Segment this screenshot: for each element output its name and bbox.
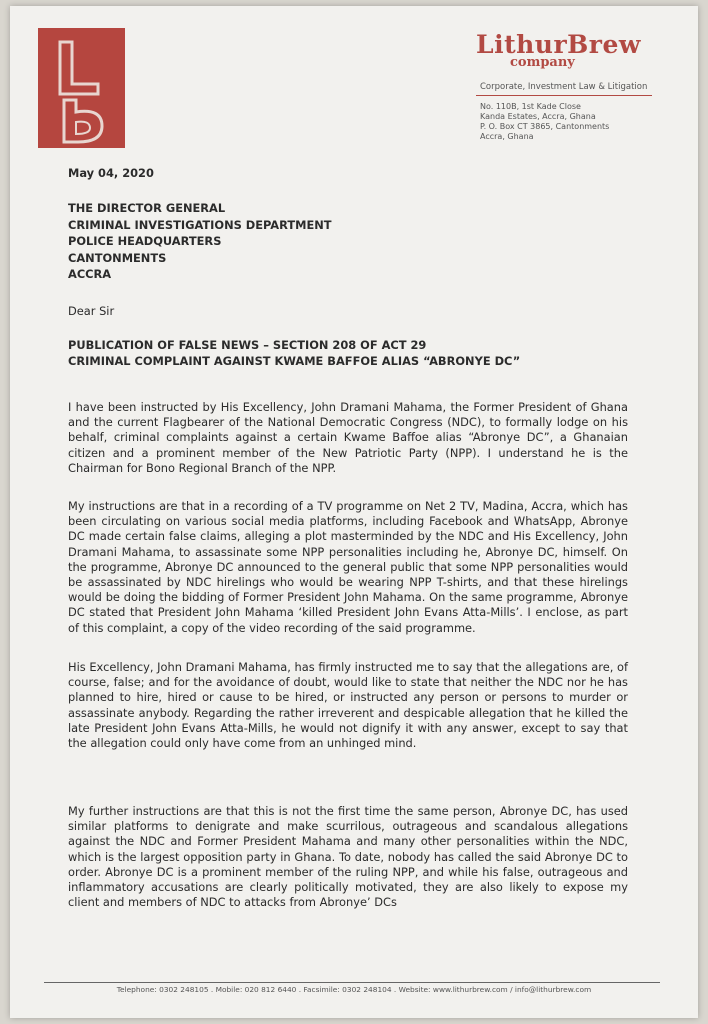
recipient-line: CRIMINAL INVESTIGATIONS DEPARTMENT <box>68 217 332 232</box>
recipient-block <box>68 200 628 283</box>
address-line: No. 110B, 1st Kade Close <box>480 102 581 111</box>
firm-address <box>480 102 686 142</box>
footer-contact: Telephone: 0302 248105 . Mobile: 020 812 6440 . Facsimile: 0302 248104 . Website: www.lithurbrew.com / info@lithurbrew.com <box>116 985 592 994</box>
lb-monogram-icon <box>38 28 125 148</box>
subject-line: PUBLICATION OF FALSE NEWS – SECTION 208 OF ACT 29 <box>68 338 427 352</box>
letterhead-divider <box>476 95 652 96</box>
recipient-line: THE DIRECTOR GENERAL <box>68 201 226 215</box>
subject-line: CRIMINAL COMPLAINT AGAINST KWAME BAFFOE ALIAS “ABRONYE DC” <box>68 354 521 368</box>
paragraph: I have been instructed by His Excellency, John Dramani Mahama, the Former President of Ghana and the current Flagbearer of the National Democratic Congress (NDC), to formally lodge on his behalf, criminal complaints against a certain Kwame Baffoe alias “Abronye DC”, a Ghanaian citizen and a prominent member of the New Patriotic Party (NPP). I understand he is the Chairman for Bono Regional Branch of the NPP. <box>68 400 628 475</box>
salutation: Dear Sir <box>68 304 115 318</box>
letterhead <box>476 30 686 142</box>
letter-page <box>10 6 698 1018</box>
address-line: Kanda Estates, Accra, Ghana <box>480 112 596 121</box>
paragraph: His Excellency, John Dramani Mahama, has firmly instructed me to say that the allegations are, of course, false; and for the avoidance of doubt, would like to state that neither the NDC nor he has planned to hire, hired or cause to be hired, or instructed any person or persons to murder or assassinate anybody. Regarding the rather irreverent and despicable allegation that he killed the late President John Evans Atta-Mills, he would not dignify it with any answer, except to say that the allegation could only have come from an unhinged mind. <box>68 660 628 751</box>
recipient-line: CANTONMENTS <box>68 250 167 265</box>
footer-divider <box>44 982 660 983</box>
address-line: P. O. Box CT 3865, Cantonments <box>480 122 610 131</box>
brand-name: LithurBrew <box>476 30 641 59</box>
paragraph: My further instructions are that this is not the first time the same person, Abronye DC, has used similar platforms to denigrate and make scurrilous, outrageous and scandalous allegations against the NDC and Former President Mahama and many other personalities within the NDC, which is the largest opposition party in Ghana. To date, nobody has called the said Abronye DC to order. Abronye DC is a prominent member of the ruling NPP, and while his false, outrageous and inflammatory accusations are clearly politically motivated, they are also likely to expose my client and members of NDC to attacks from Abronye’ DCs <box>68 804 628 910</box>
brand-sub: company <box>510 55 575 70</box>
address-line: Accra, Ghana <box>480 132 534 141</box>
subject-block <box>68 337 628 369</box>
letter-date: May 04, 2020 <box>68 166 154 180</box>
brand-tagline: Corporate, Investment Law & Litigation <box>480 82 648 92</box>
paragraph: My instructions are that in a recording of a TV programme on Net 2 TV, Madina, Accra, which has been circulating on various social media platforms, including Facebook and WhatsApp, Abronye DC made certain false claims, alleging a plot masterminded by the NDC and His Excellency, John Dramani Mahama, to assassinate some NPP personalities including he, Abronye DC, himself. On the programme, Abronye DC announced to the general public that some NPP personalities would be assassinated by NDC hirelings who would be wearing NPP T-shirts, and that these hirelings would be doing the bidding of Former President John Mahama. On the same programme, Abronye DC stated that President John Mahama ‘killed President John Evans Atta-Mills’. I enclose, as part of this complaint, a copy of the video recording of the said programme. <box>68 499 628 635</box>
recipient-line: POLICE HEADQUARTERS <box>68 234 222 248</box>
firm-logo <box>38 28 125 148</box>
recipient-line: ACCRA <box>68 267 112 281</box>
